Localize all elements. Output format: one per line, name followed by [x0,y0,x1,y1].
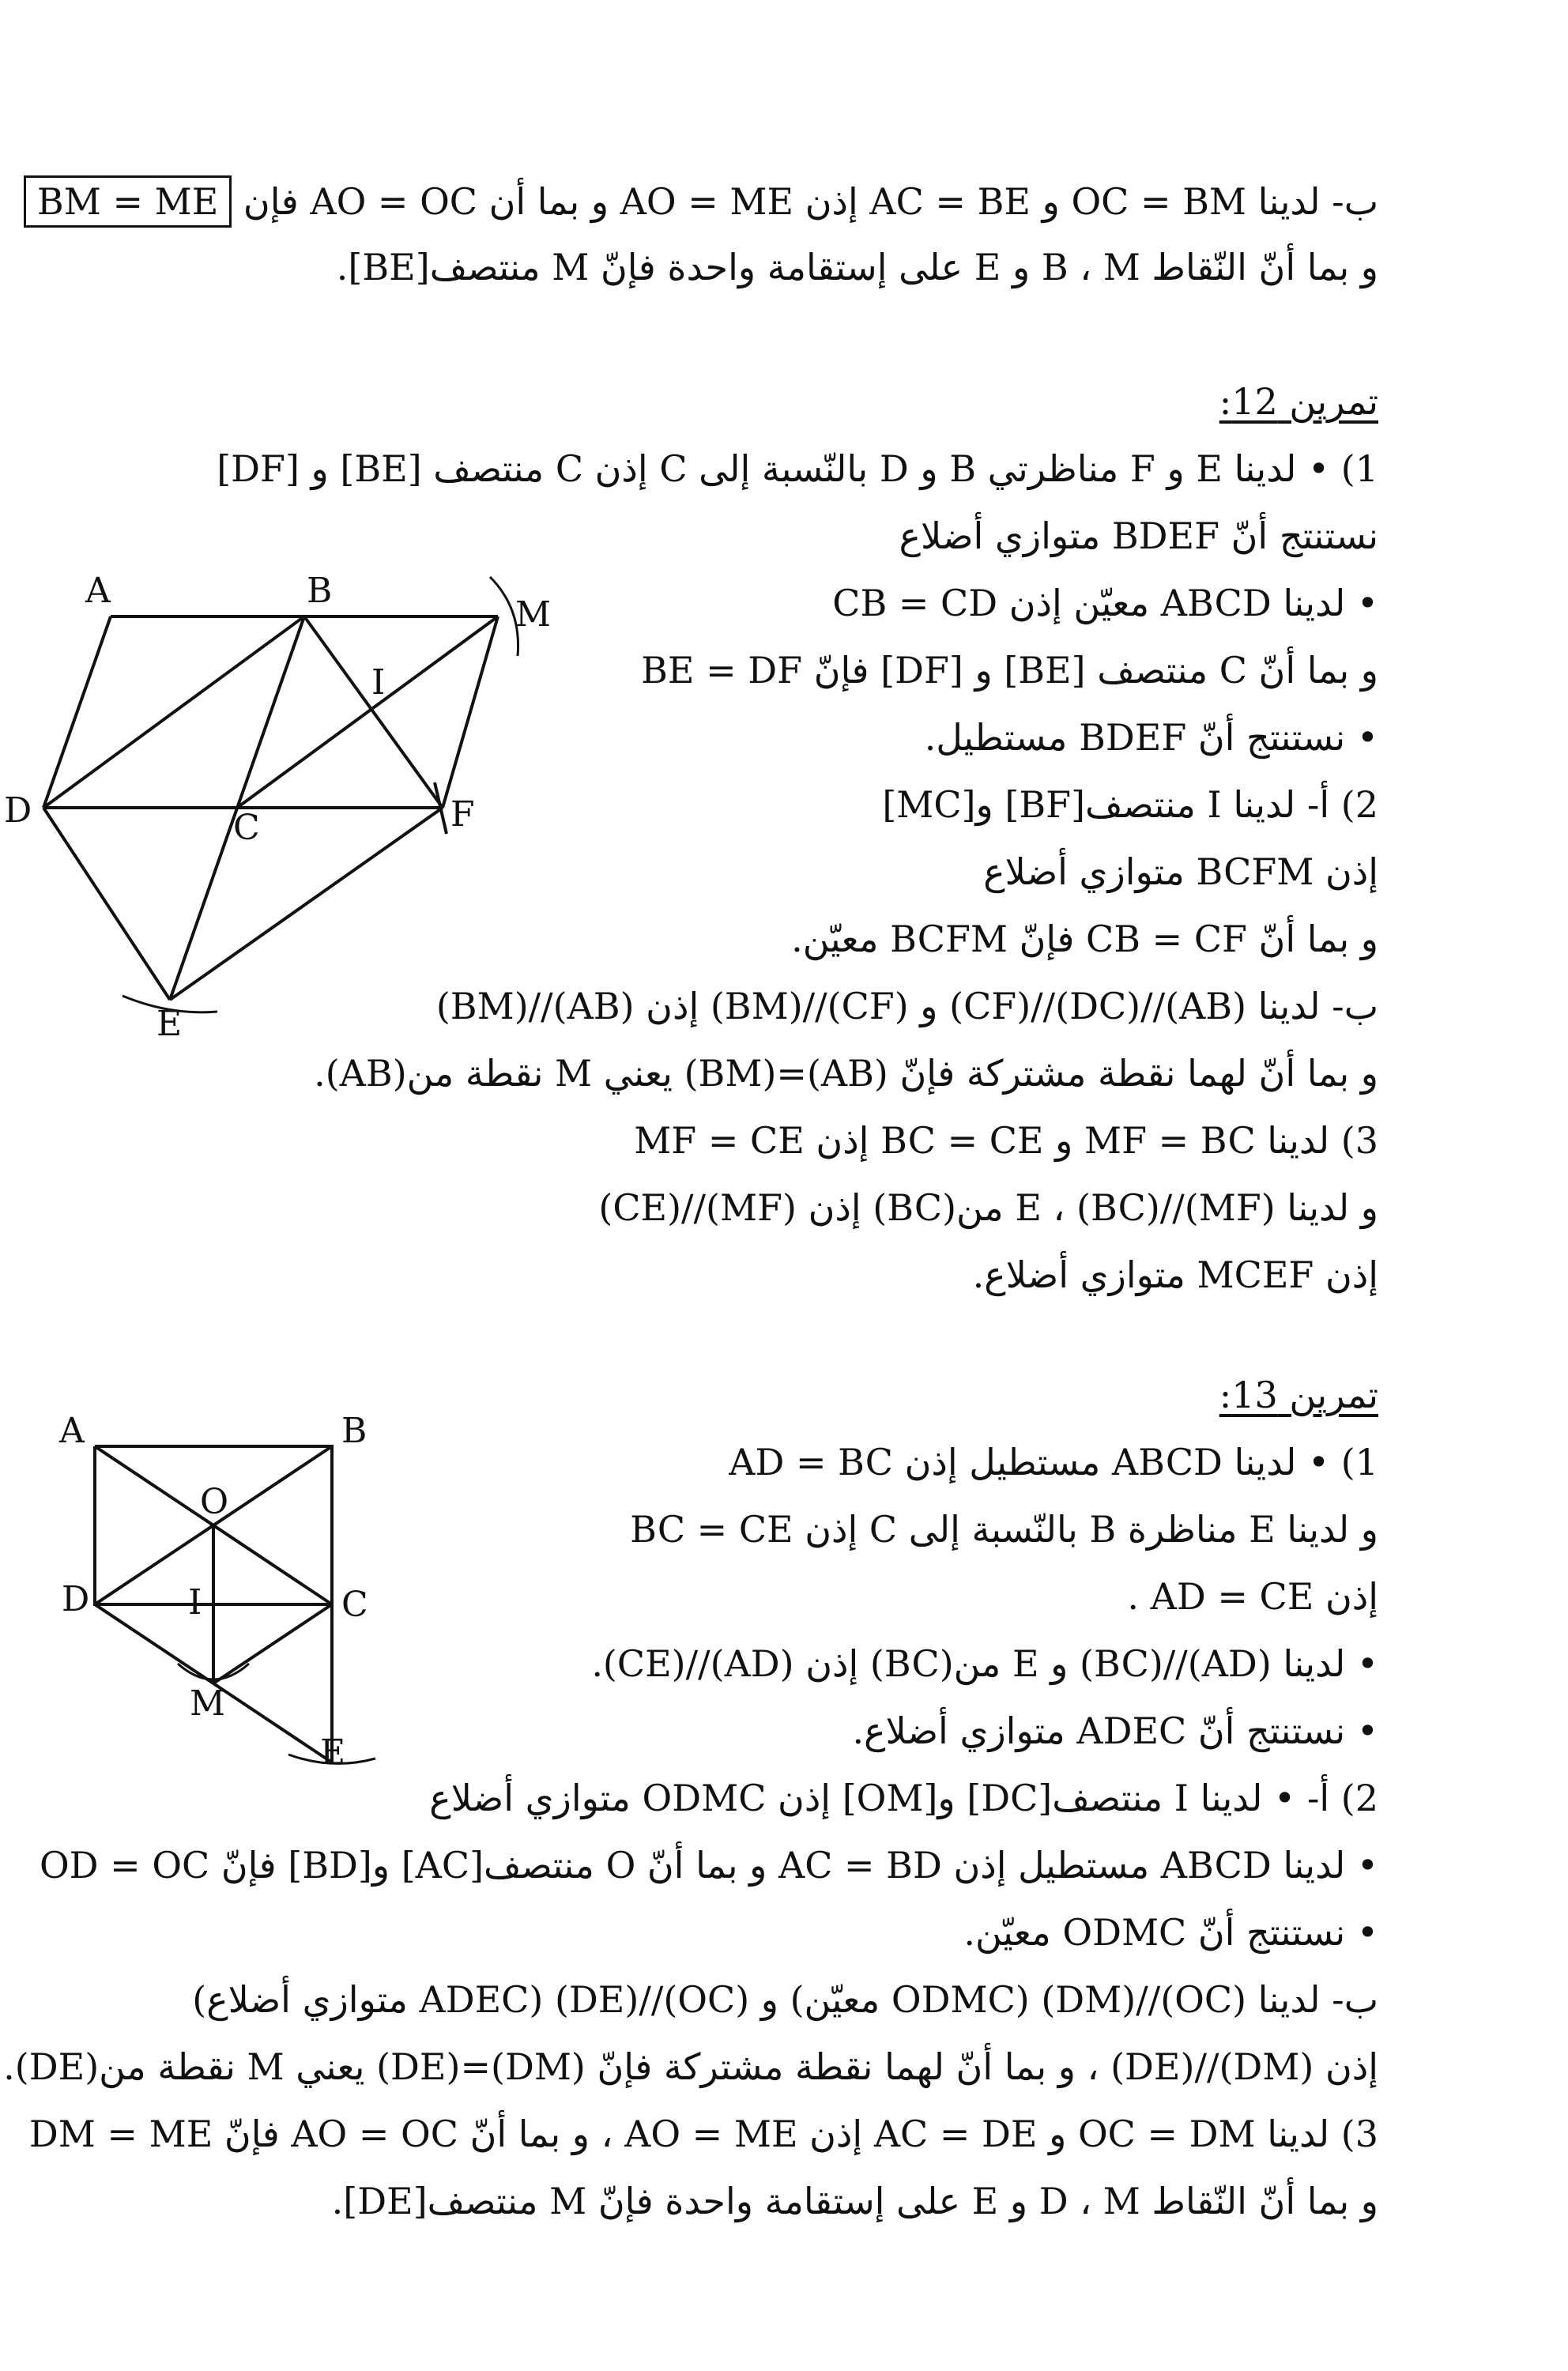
ex12-label-d: D [4,790,32,831]
ex12-edge-mc [237,616,498,808]
ex12-label-f: F [450,794,475,835]
ex12-label-i: I [371,662,386,703]
ex12-title: تمرين 12: [1219,380,1378,423]
ex13-label-d: D [62,1579,90,1619]
top-line-1-text: ب- لدينا OC = BM و AC = BE إذن AO = ME و بما أن AO = OC فإن [243,180,1378,223]
ex13-segment-me [213,1683,332,1762]
ex13-title: تمرين 13: [1219,1374,1378,1416]
ex13-line-10: إذن (DM)//(DE) ، و بما أنّ لهما نقطة مشتركة فإنّ (DM)=(DE) يعني M نقطة من(DE). [3,2045,1378,2088]
ex12-line-6: 2) أ- لدينا I منتصف[BF] و[MC] [882,783,1378,826]
ex13-line-3: إذن AD = CE . [1127,1575,1378,1618]
ex12-line-9: ب- لدينا (AB)//(DC)//(CF) و (CF)//(BM) إذن (AB)//(BM) [435,985,1378,1027]
boxed-result: BM = ME [24,175,232,228]
ex12-edge-bf [304,616,443,808]
ex12-line-8: و بما أنّ CB = CF فإنّ BCFM معيّن. [791,918,1378,960]
ex12-line-4: و بما أنّ C منتصف [BE] و [DF] فإنّ BE = DF [641,649,1378,692]
ex13-label-b: B [341,1411,368,1451]
ex12-edge-ef [170,808,443,1000]
ex13-line-4: • لدينا (AD)//(BC) و E من(BC) إذن (AD)//(CE). [591,1642,1378,1685]
ex13-label-a: A [59,1411,85,1451]
ex12-label-c: C [233,808,260,848]
ex13-line-5: • نستنتج أنّ ADEC متوازي أضلاع. [852,1709,1378,1752]
ex12-edge-bd [43,616,304,808]
ex13-line-12: و بما أنّ النّقاط D ، M و E على إستقامة واحدة فإنّ M منتصف[DE]. [331,2180,1378,2222]
ex12-line-3: • لدينا ABCD معيّن إذن CB = CD [832,582,1378,624]
ex12-label-a: A [85,571,111,611]
top-line-1 [24,175,1378,228]
ex13-line-6: 2) أ- • لدينا I منتصف[DC] و[OM] إذن ODMC متوازي أضلاع [429,1777,1378,1819]
ex12-line-2: نستنتج أنّ BDEF متوازي أضلاع [899,515,1378,557]
ex12-line-11: 3) لدينا MF = BC و BC = CE إذن MF = CE [634,1119,1378,1162]
ex12-line-13: إذن MCEF متوازي أضلاع. [972,1253,1378,1296]
ex12-label-e: E [156,1004,183,1044]
ex12-edge-de [43,808,170,1000]
ex12-line-10: و بما أنّ لهما نقطة مشتركة فإنّ (AB)=(BM) يعني M نقطة من(AB). [314,1052,1378,1095]
ex13-figure [32,1399,411,1770]
ex13-label-m: M [190,1683,226,1724]
ex13-line-9: ب- لدينا (OC)//(DM) (ODMC معيّن) و (OC)//(DE) (ADEC متوازي أضلاع) [192,1978,1378,2021]
ex12-label-b: B [307,571,333,611]
ex13-segment-cm [213,1604,332,1683]
ex13-label-e: E [320,1732,346,1770]
ex12-figure [0,553,601,1059]
ex12-line-7: إذن BCFM متوازي أضلاع [983,850,1378,893]
ex13-label-i: I [188,1582,202,1623]
ex12-edge-ad [43,616,111,808]
ex13-line-1: 1) • لدينا ABCD مستطيل إذن AD = BC [729,1441,1378,1483]
ex12-line-1: 1) • لدينا E و F مناظرتي B و D بالنّسبة إلى C إذن C منتصف [BE] و [DF] [217,447,1378,490]
top-line-2: و بما أنّ النّقاط B ، M و E على إستقامة واحدة فإنّ M منتصف[BE]. [336,246,1378,288]
ex13-line-11: 3) لدينا OC = DM و AC = DE إذن AO = ME ، و بما أنّ AO = OC فإنّ DM = ME [28,2113,1378,2155]
ex13-line-8: • نستنتج أنّ ODMC معيّن. [963,1911,1378,1954]
ex12-line-5: • نستنتج أنّ BDEF مستطيل. [924,716,1378,759]
ex12-edge-mf [443,616,498,808]
ex12-label-m: M [515,594,552,635]
ex13-line-7: • لدينا ABCD مستطيل إذن AC = BD و بما أنّ O منتصف[AC] و[BD] فإنّ OD = OC [39,1844,1378,1887]
ex13-label-c: C [341,1585,368,1625]
ex13-label-o: O [200,1482,229,1522]
ex13-line-2: و لدينا E مناظرة B بالنّسبة إلى C إذن BC = CE [630,1508,1378,1551]
ex12-line-12: و لدينا (MF)//(BC) ، E من(BC) إذن (MF)//(CE) [598,1186,1378,1229]
